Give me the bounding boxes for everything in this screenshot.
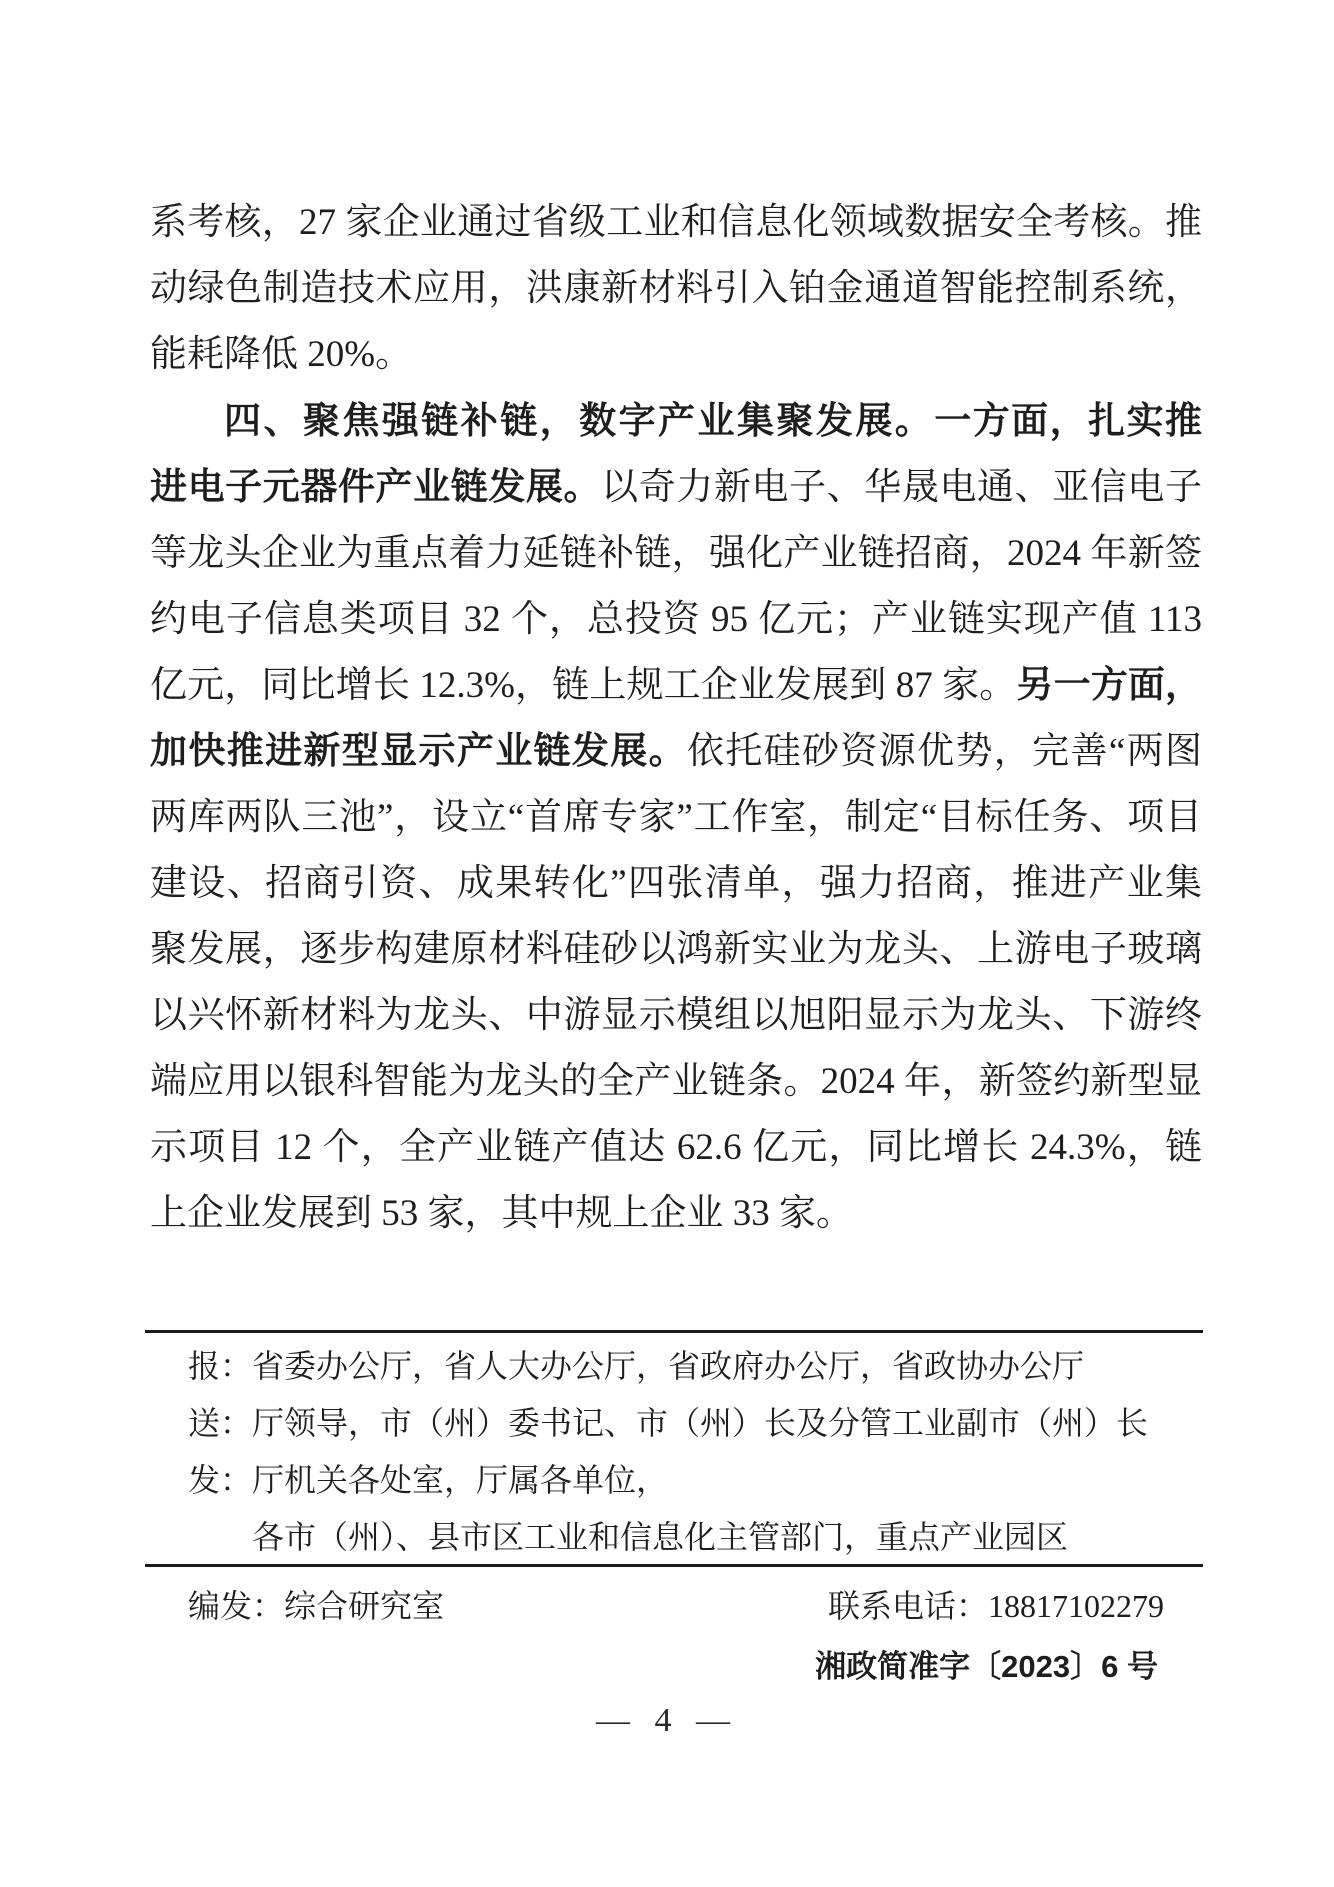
doc-approval-number: 湘政简准字〔2023〕6 号: [815, 1649, 1158, 1684]
distribution-label-song: 送：: [188, 1405, 253, 1441]
distribution-row-bao: [188, 1338, 1202, 1395]
page-number: — 4 —: [596, 1702, 738, 1739]
body-paragraph-1: [150, 190, 1202, 388]
section-4-heading: 四、聚焦强链补链，数字产业集聚发展。: [224, 400, 935, 441]
distribution-text-bao: 省委办公厅，省人大办公厅，省政府办公厅，省政协办公厅: [252, 1348, 1085, 1384]
editor-info: 编发：综合研究室: [188, 1588, 445, 1624]
aspect-2-text: 依托硅砂资源优势，完善“两图两库两队三池”，设立“首席专家”工作室，制定“目标任务、项目建设、招商引资、成果转化”四张清单，强力招商，推进产业集聚发展，逐步构建原材料硅砂以鸿新实业为龙头、上游电子玻璃以兴怀新材料为龙头、中游显示模组以旭阳显示为龙头、下游终端应用以银科智能为龙头的全产业链条。2024 年，新签约新型显示项目 12 个，全产业链产值达 62.6 亿元，同比增长 24.3%，链上企业发展到 53 家，其中规上企业 33 家。: [150, 731, 1203, 1234]
separator-line-bottom: [145, 1564, 1203, 1567]
aspect-2-lead: 另一方面，加快推进新型显示产业链发展。: [150, 665, 1202, 772]
distribution-row-song: [188, 1395, 1202, 1452]
distribution-label-bao: 报：: [188, 1348, 253, 1384]
distribution-label-empty: [188, 1509, 252, 1566]
publisher-row: [188, 1584, 1164, 1628]
distribution-label-fa: 发：: [188, 1462, 253, 1498]
aspect-1-lead: 一方面，扎实推进电子元器件产业链发展。: [150, 401, 1202, 508]
separator-line-top: [145, 1330, 1203, 1333]
distribution-text-song: 厅领导，市（州）委书记、市（州）长及分管工业副市（州）长: [252, 1405, 1149, 1441]
paragraph-1-text: 系考核，27 家企业通过省级工业和信息化领域数据安全考核。推动绿色制造技术应用，洪康新材料引入铂金通道智能控制系统，能耗降低 20%。: [150, 202, 1202, 375]
body-paragraph-2: [150, 388, 1202, 1247]
distribution-list: [188, 1338, 1202, 1566]
distribution-row-fa: [188, 1452, 1202, 1509]
document-body: [150, 190, 1202, 1247]
aspect-1-text: 以奇力新电子、华晟电通、亚信电子等龙头企业为重点着力延链补链，强化产业链招商，2024 年新签约电子信息类项目 32 个，总投资 95 亿元；产业链实现产值 113 亿元，同比增长 12.3%，链上规工企业发展到 87 家。: [150, 467, 1203, 706]
contact-phone: 联系电话：18817102279: [827, 1588, 1164, 1624]
distribution-row-continuation: [188, 1509, 1202, 1566]
distribution-text-fa: 厅机关各处室，厅属各单位，: [252, 1462, 669, 1498]
distribution-text-continuation: 各市（州）、县市区工业和信息化主管部门，重点产业园区: [252, 1519, 1069, 1555]
